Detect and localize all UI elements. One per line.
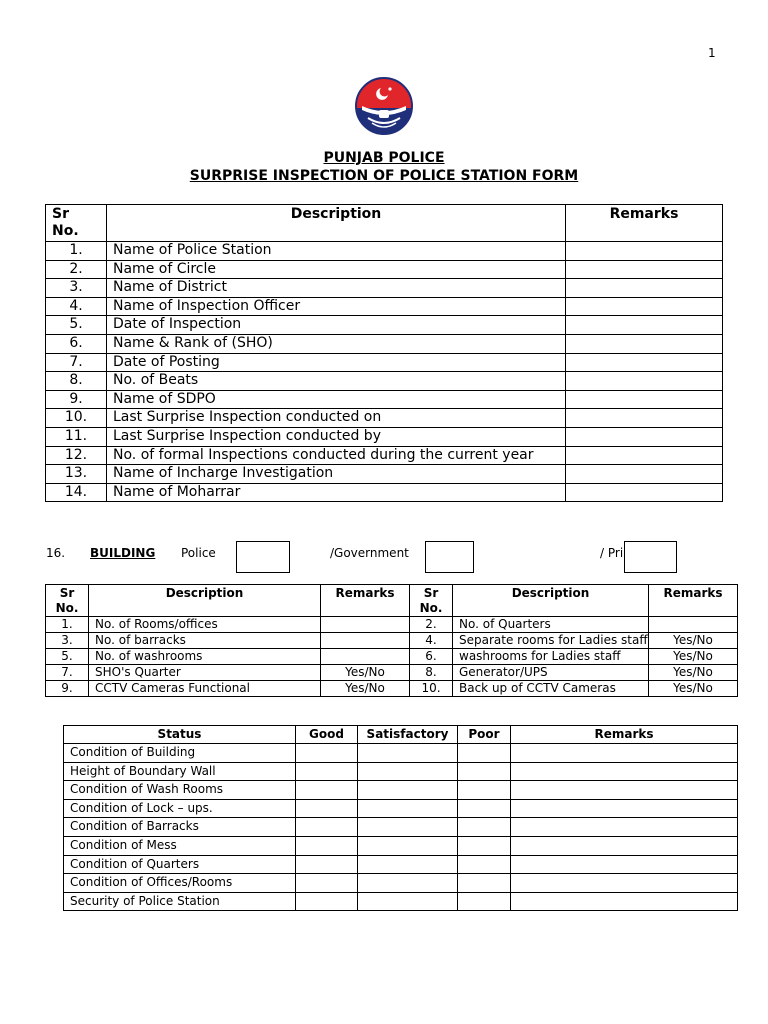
status-cell: Condition of Wash Rooms — [64, 781, 296, 800]
description-header: Description — [89, 585, 321, 617]
sr-no-cell: 4. — [410, 633, 453, 649]
poor-cell[interactable] — [458, 818, 511, 837]
satisfactory-cell[interactable] — [358, 818, 458, 837]
sr-no-cell: 6. — [410, 649, 453, 665]
table-row — [46, 409, 723, 428]
description-cell: Back up of CCTV Cameras — [453, 681, 649, 697]
remarks-cell[interactable]: Yes/No — [649, 665, 738, 681]
sr-no-cell: 12. — [46, 446, 107, 465]
good-cell[interactable] — [296, 762, 358, 781]
remarks-cell[interactable] — [566, 390, 723, 409]
description-header: Description — [453, 585, 649, 617]
building-label: BUILDING — [90, 546, 156, 560]
satisfactory-cell[interactable] — [358, 855, 458, 874]
description-cell: Name of Inspection Officer — [107, 297, 566, 316]
remarks-cell[interactable]: Yes/No — [321, 681, 410, 697]
table-row — [46, 649, 738, 665]
remarks-cell[interactable] — [566, 409, 723, 428]
satisfactory-cell[interactable] — [358, 762, 458, 781]
satisfactory-cell[interactable] — [358, 799, 458, 818]
table-row — [46, 242, 723, 261]
sr-no-cell: 1. — [46, 242, 107, 261]
remarks-cell[interactable]: Yes/No — [649, 649, 738, 665]
description-header: Description — [107, 205, 566, 242]
sr-no-cell: 5. — [46, 649, 89, 665]
poor-cell[interactable] — [458, 874, 511, 893]
status-cell: Condition of Mess — [64, 836, 296, 855]
table-row — [46, 353, 723, 372]
remarks-header: Remarks — [566, 205, 723, 242]
sr-no-cell: 6. — [46, 334, 107, 353]
remarks-cell[interactable] — [566, 427, 723, 446]
good-cell[interactable] — [296, 818, 358, 837]
description-cell: No. of barracks — [89, 633, 321, 649]
description-cell: SHO's Quarter — [89, 665, 321, 681]
sr-no-cell: 8. — [410, 665, 453, 681]
poor-cell[interactable] — [458, 762, 511, 781]
remarks-cell[interactable] — [649, 617, 738, 633]
condition-status-table — [63, 725, 738, 911]
status-cell: Height of Boundary Wall — [64, 762, 296, 781]
table-row — [46, 334, 723, 353]
table-row — [46, 665, 738, 681]
sr-no-cell: 3. — [46, 633, 89, 649]
sr-no-cell: 8. — [46, 372, 107, 391]
sr-no-cell: 9. — [46, 390, 107, 409]
remarks-cell[interactable] — [321, 633, 410, 649]
table-row — [46, 316, 723, 335]
description-cell: Generator/UPS — [453, 665, 649, 681]
remarks-cell[interactable] — [566, 279, 723, 298]
description-cell: Name of Moharrar — [107, 483, 566, 502]
status-cell: Condition of Building — [64, 744, 296, 763]
description-cell: Last Surprise Inspection conducted on — [107, 409, 566, 428]
poor-cell[interactable] — [458, 892, 511, 911]
remarks-cell[interactable] — [511, 762, 738, 781]
sr-no-cell: 2. — [46, 260, 107, 279]
sr-no-cell: 1. — [46, 617, 89, 633]
remarks-header: Remarks — [321, 585, 410, 617]
remarks-cell[interactable] — [566, 297, 723, 316]
satisfactory-cell[interactable] — [358, 744, 458, 763]
remarks-cell[interactable] — [566, 465, 723, 484]
building-details-table — [45, 584, 738, 697]
description-cell: Name of SDPO — [107, 390, 566, 409]
satisfactory-header: Satisfactory — [358, 726, 458, 744]
remarks-header: Remarks — [511, 726, 738, 744]
table-row — [46, 279, 723, 298]
table-row — [64, 762, 738, 781]
remarks-cell[interactable] — [566, 260, 723, 279]
satisfactory-cell[interactable] — [358, 874, 458, 893]
remarks-cell[interactable] — [511, 892, 738, 911]
building-option-private: / Pri — [600, 546, 624, 560]
table-row — [64, 855, 738, 874]
description-cell: Name of Circle — [107, 260, 566, 279]
description-cell: Separate rooms for Ladies staff — [453, 633, 649, 649]
table-header-row — [46, 205, 723, 242]
remarks-cell[interactable] — [566, 316, 723, 335]
remarks-header: Remarks — [649, 585, 738, 617]
form-title: SURPRISE INSPECTION OF POLICE STATION FORM — [189, 168, 579, 184]
building-option-government: /Government — [330, 546, 409, 560]
sr-no-cell: 5. — [46, 316, 107, 335]
remarks-cell[interactable] — [566, 242, 723, 261]
private-checkbox[interactable] — [624, 541, 677, 573]
satisfactory-cell[interactable] — [358, 892, 458, 911]
description-cell: Name & Rank of (SHO) — [107, 334, 566, 353]
remarks-cell[interactable] — [566, 334, 723, 353]
poor-cell[interactable] — [458, 781, 511, 800]
sr-no-cell: 7. — [46, 353, 107, 372]
sr-no-cell: 11. — [46, 427, 107, 446]
sr-no-cell: 9. — [46, 681, 89, 697]
table-row — [46, 297, 723, 316]
remarks-cell[interactable] — [511, 874, 738, 893]
description-cell: CCTV Cameras Functional — [89, 681, 321, 697]
sr-no-cell: 10. — [46, 409, 107, 428]
table-row — [64, 836, 738, 855]
description-cell: No. of washrooms — [89, 649, 321, 665]
police-checkbox[interactable] — [236, 541, 290, 573]
table-row — [46, 617, 738, 633]
table-row — [64, 874, 738, 893]
sr-no-header: Sr No. — [46, 585, 89, 617]
building-number: 16. — [46, 546, 66, 560]
status-header: Status — [64, 726, 296, 744]
table-row — [64, 781, 738, 800]
table-row — [46, 633, 738, 649]
sr-no-header: Sr No. — [410, 585, 453, 617]
remarks-cell[interactable] — [566, 372, 723, 391]
table-row — [46, 446, 723, 465]
table-row — [64, 892, 738, 911]
government-checkbox[interactable] — [425, 541, 474, 573]
poor-cell[interactable] — [458, 836, 511, 855]
good-cell[interactable] — [296, 855, 358, 874]
remarks-cell[interactable] — [511, 855, 738, 874]
description-cell: No. of Beats — [107, 372, 566, 391]
building-option-police: Police — [181, 546, 216, 560]
remarks-cell[interactable] — [511, 818, 738, 837]
satisfactory-cell[interactable] — [358, 781, 458, 800]
general-info-table — [45, 204, 723, 502]
description-cell: No. of formal Inspections conducted during the current year — [107, 446, 566, 465]
description-cell: Date of Inspection — [107, 316, 566, 335]
remarks-cell[interactable] — [511, 799, 738, 818]
table-row — [64, 799, 738, 818]
good-cell[interactable] — [296, 836, 358, 855]
description-cell: No. of Rooms/offices — [89, 617, 321, 633]
table-row — [46, 483, 723, 502]
remarks-cell[interactable]: Yes/No — [321, 665, 410, 681]
table-row — [64, 744, 738, 763]
satisfactory-cell[interactable] — [358, 836, 458, 855]
good-cell[interactable] — [296, 874, 358, 893]
remarks-cell[interactable]: Yes/No — [649, 681, 738, 697]
description-cell: Name of District — [107, 279, 566, 298]
sr-no-cell: 7. — [46, 665, 89, 681]
table-header-row — [64, 726, 738, 744]
poor-header: Poor — [458, 726, 511, 744]
sr-no-header: Sr No. — [46, 205, 107, 242]
status-cell: Condition of Quarters — [64, 855, 296, 874]
status-cell: Condition of Barracks — [64, 818, 296, 837]
table-row — [46, 427, 723, 446]
sr-no-cell: 3. — [46, 279, 107, 298]
remarks-cell[interactable] — [321, 617, 410, 633]
poor-cell[interactable] — [458, 744, 511, 763]
remarks-cell[interactable] — [511, 744, 738, 763]
sr-no-cell: 13. — [46, 465, 107, 484]
remarks-cell[interactable] — [511, 836, 738, 855]
good-cell[interactable] — [296, 781, 358, 800]
status-cell: Condition of Lock – ups. — [64, 799, 296, 818]
sr-no-cell: 14. — [46, 483, 107, 502]
poor-cell[interactable] — [458, 855, 511, 874]
table-row — [46, 260, 723, 279]
table-row — [64, 818, 738, 837]
table-row — [46, 390, 723, 409]
good-cell[interactable] — [296, 799, 358, 818]
good-cell[interactable] — [296, 892, 358, 911]
page-number: 1 — [708, 46, 716, 60]
remarks-cell[interactable] — [511, 781, 738, 800]
remarks-cell[interactable] — [566, 483, 723, 502]
table-row — [46, 681, 738, 697]
description-cell: Name of Incharge Investigation — [107, 465, 566, 484]
org-title: PUNJAB POLICE — [323, 150, 445, 166]
good-header: Good — [296, 726, 358, 744]
status-cell: Security of Police Station — [64, 892, 296, 911]
table-header-row — [46, 585, 738, 617]
remarks-cell[interactable] — [566, 446, 723, 465]
description-cell: washrooms for Ladies staff — [453, 649, 649, 665]
description-cell: No. of Quarters — [453, 617, 649, 633]
sr-no-cell: 4. — [46, 297, 107, 316]
table-row — [46, 465, 723, 484]
remarks-cell[interactable]: Yes/No — [649, 633, 738, 649]
description-cell: Date of Posting — [107, 353, 566, 372]
description-cell: Last Surprise Inspection conducted by — [107, 427, 566, 446]
remarks-cell[interactable] — [321, 649, 410, 665]
description-cell: Name of Police Station — [107, 242, 566, 261]
punjab-police-logo — [354, 76, 414, 136]
good-cell[interactable] — [296, 744, 358, 763]
sr-no-cell: 2. — [410, 617, 453, 633]
remarks-cell[interactable] — [566, 353, 723, 372]
sr-no-cell: 10. — [410, 681, 453, 697]
table-row — [46, 372, 723, 391]
status-cell: Condition of Offices/Rooms — [64, 874, 296, 893]
poor-cell[interactable] — [458, 799, 511, 818]
